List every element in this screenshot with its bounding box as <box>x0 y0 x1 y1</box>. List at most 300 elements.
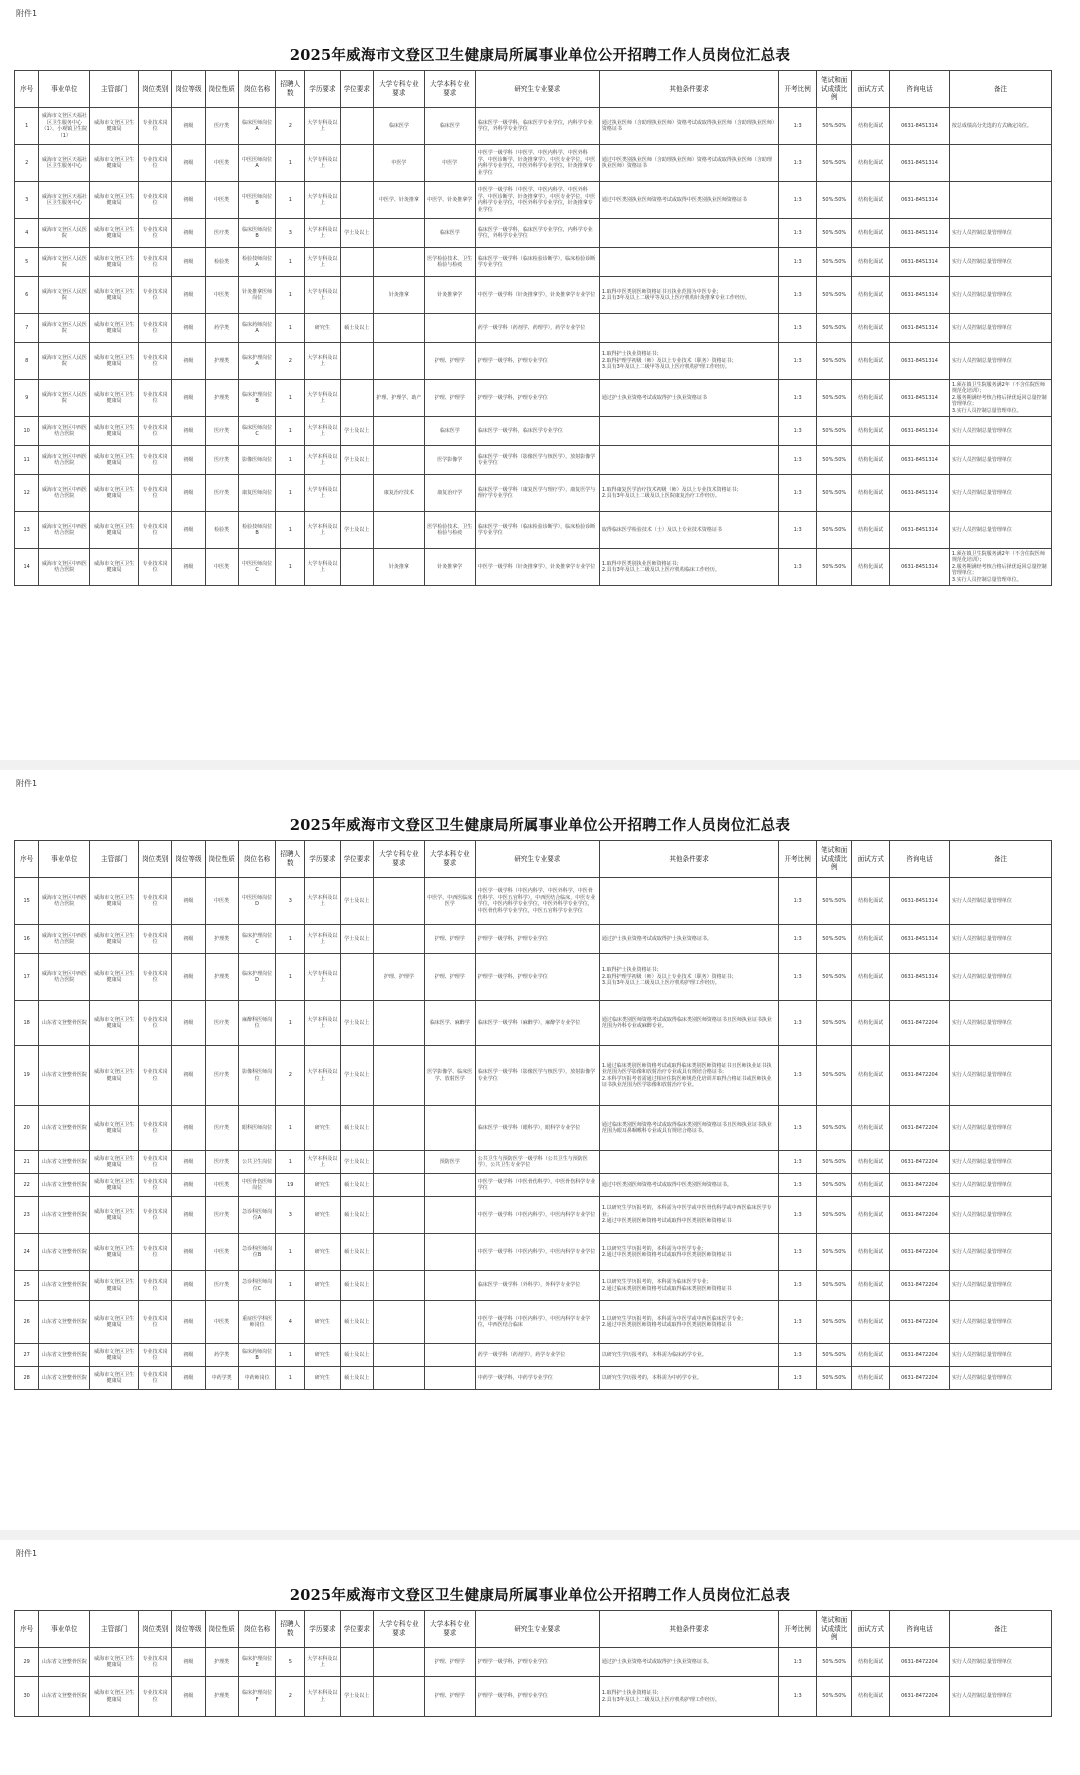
cell-category: 专业技术岗位 <box>139 1234 172 1271</box>
cell-education: 大学专科及以上 <box>305 182 340 219</box>
cell-other: 取得临床医学检验技术（士）及以上专业技术资格证书 <box>599 512 778 549</box>
cell-category: 专业技术岗位 <box>139 277 172 314</box>
cell-junior <box>373 446 424 475</box>
cell-interview: 结构化面试 <box>852 380 890 417</box>
column-header: 大学本科专业要求 <box>424 1611 475 1648</box>
cell-graduate: 中医学一级学科（中医学、中医内科学、中医外科学、中医诊断学、针灸推拿学），中医专业学位，中医内科学专业学位，中医外科学专业学位，针灸推拿专业学位 <box>475 145 599 182</box>
cell-education: 大学专科及以上 <box>305 380 340 417</box>
cell-no: 22 <box>15 1174 39 1197</box>
cell-ratio: 1:3 <box>779 417 817 446</box>
cell-nature: 医疗类 <box>205 1271 238 1301</box>
cell-education: 研究生 <box>305 1344 340 1367</box>
cell-score-ratio: 50%:50% <box>816 1648 851 1677</box>
cell-bachelor <box>424 1106 475 1151</box>
cell-grade: 初级 <box>172 954 205 1001</box>
cell-note: 实行人员控制总量管理单位 <box>949 1677 1051 1717</box>
cell-dept: 威海市文登区卫生健康局 <box>90 1677 139 1717</box>
cell-other <box>599 417 778 446</box>
cell-interview: 结构化面试 <box>852 219 890 248</box>
cell-graduate: 护理学一级学科，护理专业学位 <box>475 1648 599 1677</box>
cell-ratio: 1:3 <box>779 1197 817 1234</box>
cell-bachelor <box>424 1197 475 1234</box>
cell-score-ratio: 50%:50% <box>816 248 851 277</box>
cell-other <box>599 446 778 475</box>
cell-post: 临床护理岗位B <box>238 380 276 417</box>
cell-junior <box>373 1174 424 1197</box>
table-row <box>15 512 1052 549</box>
cell-phone: 0631-8472204 <box>890 1301 950 1344</box>
cell-bachelor <box>424 1367 475 1390</box>
cell-degree <box>340 954 373 1001</box>
cell-phone: 0631-8451314 <box>890 925 950 954</box>
table-body <box>15 108 1052 586</box>
cell-graduate: 中医学一级学科（中医内科学），中医内科学专业学位，中西医结合临床 <box>475 1301 599 1344</box>
cell-nature: 中药学类 <box>205 1367 238 1390</box>
cell-note: 实行人员控制总量管理单位 <box>949 1001 1051 1046</box>
cell-education: 大学本科及以上 <box>305 1648 340 1677</box>
cell-nature: 医疗类 <box>205 1151 238 1174</box>
cell-ratio: 1:3 <box>779 878 817 925</box>
cell-post: 麻醉科医师岗位 <box>238 1001 276 1046</box>
cell-graduate: 临床医学一级学科（影像医学与核医学），放射影像学专业学位 <box>475 446 599 475</box>
cell-count: 4 <box>276 1301 305 1344</box>
cell-ratio: 1:3 <box>779 277 817 314</box>
cell-interview: 结构化面试 <box>852 1367 890 1390</box>
cell-phone: 0631-8472204 <box>890 1271 950 1301</box>
cell-grade: 初级 <box>172 1197 205 1234</box>
cell-junior <box>373 1271 424 1301</box>
cell-other: 1.取得护士执业资格证书； 2.取得护理学初级（师）及以上专业技术（职务）资格证书； 3.具有3年及以上二级甲等及以上医疗机构护理工作经历。 <box>599 343 778 380</box>
cell-junior: 临床医学 <box>373 108 424 145</box>
cell-category: 专业技术岗位 <box>139 1271 172 1301</box>
cell-post: 临床医师岗位A <box>238 108 276 145</box>
cell-junior <box>373 512 424 549</box>
cell-post: 中药师岗位 <box>238 1367 276 1390</box>
positions-table <box>14 1610 1052 1717</box>
cell-bachelor: 针灸推拿学 <box>424 549 475 586</box>
cell-nature: 护理类 <box>205 925 238 954</box>
cell-score-ratio: 50%:50% <box>816 1301 851 1344</box>
cell-interview: 结构化面试 <box>852 1344 890 1367</box>
cell-note <box>949 145 1051 182</box>
column-header: 岗位等级 <box>172 1611 205 1648</box>
cell-score-ratio: 50%:50% <box>816 1344 851 1367</box>
cell-nature: 中医类 <box>205 549 238 586</box>
cell-grade: 初级 <box>172 1344 205 1367</box>
cell-phone: 0631-8472204 <box>890 1677 950 1717</box>
cell-education: 大学专科及以上 <box>305 108 340 145</box>
cell-dept: 威海市文登区卫生健康局 <box>90 1151 139 1174</box>
cell-ratio: 1:3 <box>779 219 817 248</box>
cell-phone: 0631-8451314 <box>890 277 950 314</box>
cell-note: 实行人员控制总量管理单位 <box>949 417 1051 446</box>
cell-graduate: 药学一级学科（药剂学），药学专业学位 <box>475 1344 599 1367</box>
cell-bachelor <box>424 1271 475 1301</box>
cell-education: 大学专科及以上 <box>305 145 340 182</box>
cell-unit: 山东省文登整骨医院 <box>39 1197 90 1234</box>
cell-degree <box>340 108 373 145</box>
cell-category: 专业技术岗位 <box>139 314 172 343</box>
cell-post: 影像科医师岗位 <box>238 1046 276 1106</box>
cell-nature: 中医类 <box>205 1234 238 1271</box>
cell-junior <box>373 314 424 343</box>
cell-dept: 威海市文登区卫生健康局 <box>90 145 139 182</box>
cell-phone: 0631-8472204 <box>890 1174 950 1197</box>
cell-no: 27 <box>15 1344 39 1367</box>
table-row <box>15 1367 1052 1390</box>
cell-other: 1.取得中医类别执业医师资格证书； 2.具有3年及以上二级及以上医疗机构临床工作经历。 <box>599 549 778 586</box>
cell-category: 专业技术岗位 <box>139 380 172 417</box>
cell-score-ratio: 50%:50% <box>816 446 851 475</box>
cell-unit: 山东省文登整骨医院 <box>39 1174 90 1197</box>
cell-grade: 初级 <box>172 182 205 219</box>
cell-degree: 硕士及以上 <box>340 1344 373 1367</box>
cell-nature: 中医类 <box>205 182 238 219</box>
table-row <box>15 475 1052 512</box>
table-row <box>15 1271 1052 1301</box>
cell-score-ratio: 50%:50% <box>816 417 851 446</box>
cell-other: 通过临床类别医师资格考试或取得临床类别医师资格证书且医师执业证书执业范围为眼耳鼻咽喉科专业或具有规培合格证书。 <box>599 1106 778 1151</box>
cell-count: 2 <box>276 343 305 380</box>
cell-no: 28 <box>15 1367 39 1390</box>
cell-post: 检验技师岗位A <box>238 248 276 277</box>
cell-junior <box>373 925 424 954</box>
table-row <box>15 314 1052 343</box>
cell-bachelor <box>424 1344 475 1367</box>
cell-junior <box>373 1677 424 1717</box>
cell-education: 大学本科及以上 <box>305 512 340 549</box>
cell-ratio: 1:3 <box>779 145 817 182</box>
cell-degree: 学士及以上 <box>340 417 373 446</box>
cell-education: 研究生 <box>305 314 340 343</box>
cell-ratio: 1:3 <box>779 1001 817 1046</box>
cell-ratio: 1:3 <box>779 1151 817 1174</box>
cell-unit: 山东省文登整骨医院 <box>39 1677 90 1717</box>
cell-interview: 结构化面试 <box>852 1301 890 1344</box>
cell-no: 25 <box>15 1271 39 1301</box>
cell-score-ratio: 50%:50% <box>816 343 851 380</box>
cell-graduate: 临床医学一级学科，临床医学专业学位 <box>475 417 599 446</box>
cell-education: 大学本科及以上 <box>305 925 340 954</box>
cell-dept: 威海市文登区卫生健康局 <box>90 1234 139 1271</box>
cell-post: 临床护理岗位F <box>238 1677 276 1717</box>
cell-score-ratio: 50%:50% <box>816 954 851 1001</box>
cell-other: 通过护士执业资格考试或取得护士执业资格证书 <box>599 380 778 417</box>
cell-degree: 学士及以上 <box>340 1151 373 1174</box>
cell-nature: 护理类 <box>205 380 238 417</box>
cell-education: 研究生 <box>305 1271 340 1301</box>
cell-nature: 医疗类 <box>205 1046 238 1106</box>
cell-unit: 威海市文登区中西医结合医院 <box>39 446 90 475</box>
cell-note: 按总成绩高分先选的方式确定岗位。 <box>949 108 1051 145</box>
cell-ratio: 1:3 <box>779 925 817 954</box>
cell-graduate: 护理学一级学科，护理专业学位 <box>475 954 599 1001</box>
cell-post: 临床药师岗位B <box>238 1344 276 1367</box>
cell-ratio: 1:3 <box>779 954 817 1001</box>
cell-phone: 0631-8451314 <box>890 417 950 446</box>
cell-education: 研究生 <box>305 1234 340 1271</box>
cell-score-ratio: 50%:50% <box>816 878 851 925</box>
cell-no: 24 <box>15 1234 39 1271</box>
cell-grade: 初级 <box>172 380 205 417</box>
cell-interview: 结构化面试 <box>852 1648 890 1677</box>
cell-score-ratio: 50%:50% <box>816 1367 851 1390</box>
table-row <box>15 1046 1052 1106</box>
table-body <box>15 1648 1052 1717</box>
column-header: 研究生专业要求 <box>475 71 599 108</box>
cell-grade: 初级 <box>172 1234 205 1271</box>
cell-grade: 初级 <box>172 1367 205 1390</box>
cell-note: 实行人员控制总量管理单位 <box>949 1234 1051 1271</box>
cell-ratio: 1:3 <box>779 1367 817 1390</box>
cell-note: 实行人员控制总量管理单位 <box>949 925 1051 954</box>
cell-no: 14 <box>15 549 39 586</box>
cell-dept: 威海市文登区卫生健康局 <box>90 878 139 925</box>
document-page-3 <box>0 1540 1080 1775</box>
cell-dept: 威海市文登区卫生健康局 <box>90 219 139 248</box>
column-header: 岗位性质 <box>205 71 238 108</box>
cell-no: 26 <box>15 1301 39 1344</box>
cell-degree: 硕士及以上 <box>340 314 373 343</box>
cell-dept: 威海市文登区卫生健康局 <box>90 1301 139 1344</box>
cell-grade: 初级 <box>172 878 205 925</box>
cell-junior: 中医学 <box>373 145 424 182</box>
cell-dept: 威海市文登区卫生健康局 <box>90 1271 139 1301</box>
cell-no: 7 <box>15 314 39 343</box>
cell-interview: 结构化面试 <box>852 1106 890 1151</box>
cell-education: 大学本科及以上 <box>305 446 340 475</box>
cell-no: 9 <box>15 380 39 417</box>
cell-ratio: 1:3 <box>779 1677 817 1717</box>
cell-score-ratio: 50%:50% <box>816 549 851 586</box>
cell-unit: 山东省文登整骨医院 <box>39 1151 90 1174</box>
cell-no: 4 <box>15 219 39 248</box>
cell-dept: 威海市文登区卫生健康局 <box>90 1106 139 1151</box>
cell-category: 专业技术岗位 <box>139 1301 172 1344</box>
cell-graduate: 中医学一级学科（中医内科学），中医内科学专业学位 <box>475 1197 599 1234</box>
cell-note: 实行人员控制总量管理单位 <box>949 1197 1051 1234</box>
cell-graduate: 护理学一级学科，护理专业学位 <box>475 925 599 954</box>
cell-no: 12 <box>15 475 39 512</box>
cell-education: 大学专科及以上 <box>305 475 340 512</box>
cell-grade: 初级 <box>172 1151 205 1174</box>
cell-nature: 中医类 <box>205 878 238 925</box>
cell-unit: 威海市文登区人民医院 <box>39 277 90 314</box>
cell-nature: 医疗类 <box>205 446 238 475</box>
cell-junior <box>373 878 424 925</box>
cell-education: 大学本科及以上 <box>305 343 340 380</box>
cell-no: 21 <box>15 1151 39 1174</box>
cell-category: 专业技术岗位 <box>139 1367 172 1390</box>
cell-category: 专业技术岗位 <box>139 512 172 549</box>
cell-ratio: 1:3 <box>779 182 817 219</box>
table-row <box>15 446 1052 475</box>
cell-nature: 中医类 <box>205 1301 238 1344</box>
cell-other: 通过中医类别医师资格考试或取得中医类别医师资格证书。 <box>599 1174 778 1197</box>
cell-no: 23 <box>15 1197 39 1234</box>
cell-degree <box>340 277 373 314</box>
cell-degree <box>340 1648 373 1677</box>
cell-graduate: 中医学一级学科（中医学、中医内科学、中医外科学、中医诊断学、针灸推拿学），中医专业学位，中医内科学专业学位，中医外科学专业学位，针灸推拿专业学位 <box>475 182 599 219</box>
cell-note: 实行人员控制总量管理单位 <box>949 1344 1051 1367</box>
document-title: 2025年威海市文登区卫生健康局所属事业单位公开招聘工作人员岗位汇总表 <box>289 817 791 834</box>
cell-count: 1 <box>276 417 305 446</box>
cell-unit: 山东省文登整骨医院 <box>39 1001 90 1046</box>
cell-grade: 初级 <box>172 1046 205 1106</box>
cell-category: 专业技术岗位 <box>139 954 172 1001</box>
cell-phone: 0631-8451314 <box>890 549 950 586</box>
cell-no: 18 <box>15 1001 39 1046</box>
cell-category: 专业技术岗位 <box>139 1174 172 1197</box>
column-header: 事业单位 <box>39 841 90 878</box>
cell-note: 实行人员控制总量管理单位 <box>949 954 1051 1001</box>
cell-degree: 硕士及以上 <box>340 1174 373 1197</box>
column-header: 事业单位 <box>39 1611 90 1648</box>
cell-interview: 结构化面试 <box>852 343 890 380</box>
column-header: 研究生专业要求 <box>475 1611 599 1648</box>
cell-phone: 0631-8451314 <box>890 446 950 475</box>
column-header: 序号 <box>15 1611 39 1648</box>
cell-dept: 威海市文登区卫生健康局 <box>90 182 139 219</box>
cell-other: 以研究生学历报考的，本科需为临床药学专业。 <box>599 1344 778 1367</box>
cell-grade: 初级 <box>172 108 205 145</box>
cell-junior: 康复治疗技术 <box>373 475 424 512</box>
cell-note: 1.须在镇卫生院服务满2年（不含住院医师规范化培训）； 2.服务期满经考核合格后择优返回总量控制管理单位； 3.实行人员控制总量管理单位。 <box>949 380 1051 417</box>
cell-no: 6 <box>15 277 39 314</box>
table-row <box>15 1344 1052 1367</box>
cell-ratio: 1:3 <box>779 1301 817 1344</box>
cell-category: 专业技术岗位 <box>139 1151 172 1174</box>
cell-bachelor: 临床医学、麻醉学 <box>424 1001 475 1046</box>
cell-other: 通过临床类别医师资格考试或取得临床类别医师资格证书且医师执业证书执业范围为外科专业或麻醉专业。 <box>599 1001 778 1046</box>
column-header: 主管部门 <box>90 71 139 108</box>
cell-score-ratio: 50%:50% <box>816 1106 851 1151</box>
cell-education: 大学本科及以上 <box>305 1001 340 1046</box>
column-header: 岗位名称 <box>238 71 276 108</box>
column-header: 面试方式 <box>852 841 890 878</box>
cell-unit: 威海市文登区中西医结合医院 <box>39 512 90 549</box>
cell-degree: 硕士及以上 <box>340 1301 373 1344</box>
cell-post: 康复医师岗位 <box>238 475 276 512</box>
cell-no: 16 <box>15 925 39 954</box>
cell-interview: 结构化面试 <box>852 925 890 954</box>
cell-nature: 药学类 <box>205 1344 238 1367</box>
cell-category: 专业技术岗位 <box>139 1648 172 1677</box>
table-row <box>15 1151 1052 1174</box>
cell-score-ratio: 50%:50% <box>816 1234 851 1271</box>
table-row <box>15 248 1052 277</box>
cell-nature: 医疗类 <box>205 1197 238 1234</box>
cell-grade: 初级 <box>172 219 205 248</box>
cell-other <box>599 248 778 277</box>
cell-bachelor <box>424 1301 475 1344</box>
cell-post: 急诊科医师岗位A <box>238 1197 276 1234</box>
cell-no: 2 <box>15 145 39 182</box>
cell-post: 临床医师岗位C <box>238 417 276 446</box>
cell-ratio: 1:3 <box>779 512 817 549</box>
table-row <box>15 277 1052 314</box>
cell-phone: 0631-8472204 <box>890 1151 950 1174</box>
cell-grade: 初级 <box>172 1301 205 1344</box>
cell-bachelor: 康复治疗学 <box>424 475 475 512</box>
cell-no: 1 <box>15 108 39 145</box>
cell-unit: 威海市文登区天福社区卫生服务中心 <box>39 182 90 219</box>
cell-bachelor: 中医学 <box>424 145 475 182</box>
table-row <box>15 1301 1052 1344</box>
cell-degree: 硕士及以上 <box>340 1106 373 1151</box>
cell-phone: 0631-8472204 <box>890 1046 950 1106</box>
column-header: 招聘人数 <box>276 1611 305 1648</box>
cell-graduate: 中药学一级学科，中药学专业学位 <box>475 1367 599 1390</box>
cell-count: 2 <box>276 1677 305 1717</box>
cell-junior: 针灸推拿 <box>373 277 424 314</box>
cell-unit: 山东省文登整骨医院 <box>39 1648 90 1677</box>
cell-interview: 结构化面试 <box>852 549 890 586</box>
cell-note: 实行人员控制总量管理单位 <box>949 1151 1051 1174</box>
table-row <box>15 417 1052 446</box>
cell-interview: 结构化面试 <box>852 446 890 475</box>
cell-ratio: 1:3 <box>779 1046 817 1106</box>
cell-unit: 威海市文登区中西医结合医院 <box>39 878 90 925</box>
cell-interview: 结构化面试 <box>852 1271 890 1301</box>
cell-other: 以研究生学历报考的，本科需为中药学专业。 <box>599 1367 778 1390</box>
table-body <box>15 878 1052 1390</box>
column-header: 序号 <box>15 71 39 108</box>
cell-phone: 0631-8472204 <box>890 1367 950 1390</box>
cell-interview: 结构化面试 <box>852 1151 890 1174</box>
cell-degree <box>340 145 373 182</box>
table-header-row <box>15 841 1052 878</box>
cell-phone: 0631-8451314 <box>890 380 950 417</box>
cell-graduate: 护理学一级学科，护理专业学位 <box>475 380 599 417</box>
cell-bachelor: 临床医学 <box>424 108 475 145</box>
cell-score-ratio: 50%:50% <box>816 145 851 182</box>
cell-note: 实行人员控制总量管理单位 <box>949 1271 1051 1301</box>
cell-ratio: 1:3 <box>779 380 817 417</box>
cell-junior: 护理、护理学 <box>373 954 424 1001</box>
document-page-2 <box>0 770 1080 1530</box>
cell-no: 10 <box>15 417 39 446</box>
cell-nature: 医疗类 <box>205 219 238 248</box>
cell-degree <box>340 343 373 380</box>
table-row <box>15 1677 1052 1717</box>
cell-dept: 威海市文登区卫生健康局 <box>90 417 139 446</box>
cell-unit: 山东省文登整骨医院 <box>39 1046 90 1106</box>
cell-grade: 初级 <box>172 1001 205 1046</box>
cell-dept: 威海市文登区卫生健康局 <box>90 446 139 475</box>
cell-interview: 结构化面试 <box>852 475 890 512</box>
column-header: 开考比例 <box>779 71 817 108</box>
annex-label: 附件1 <box>16 779 38 788</box>
cell-graduate: 护理学一级学科，护理专业学位 <box>475 343 599 380</box>
cell-no: 17 <box>15 954 39 1001</box>
cell-phone: 0631-8451314 <box>890 182 950 219</box>
cell-note: 实行人员控制总量管理单位 <box>949 343 1051 380</box>
cell-bachelor: 中医学、中西医临床医学 <box>424 878 475 925</box>
cell-count: 1 <box>276 1234 305 1271</box>
column-header: 岗位类别 <box>139 1611 172 1648</box>
cell-bachelor: 针灸推拿学 <box>424 277 475 314</box>
cell-no: 11 <box>15 446 39 475</box>
cell-education: 大学专科及以上 <box>305 248 340 277</box>
cell-education: 大学本科及以上 <box>305 1151 340 1174</box>
cell-count: 1 <box>276 380 305 417</box>
column-header: 备注 <box>949 1611 1051 1648</box>
cell-degree: 学士及以上 <box>340 1677 373 1717</box>
table-row <box>15 182 1052 219</box>
cell-bachelor: 医学检验技术、卫生检验与检疫 <box>424 248 475 277</box>
table-header-row <box>15 1611 1052 1648</box>
